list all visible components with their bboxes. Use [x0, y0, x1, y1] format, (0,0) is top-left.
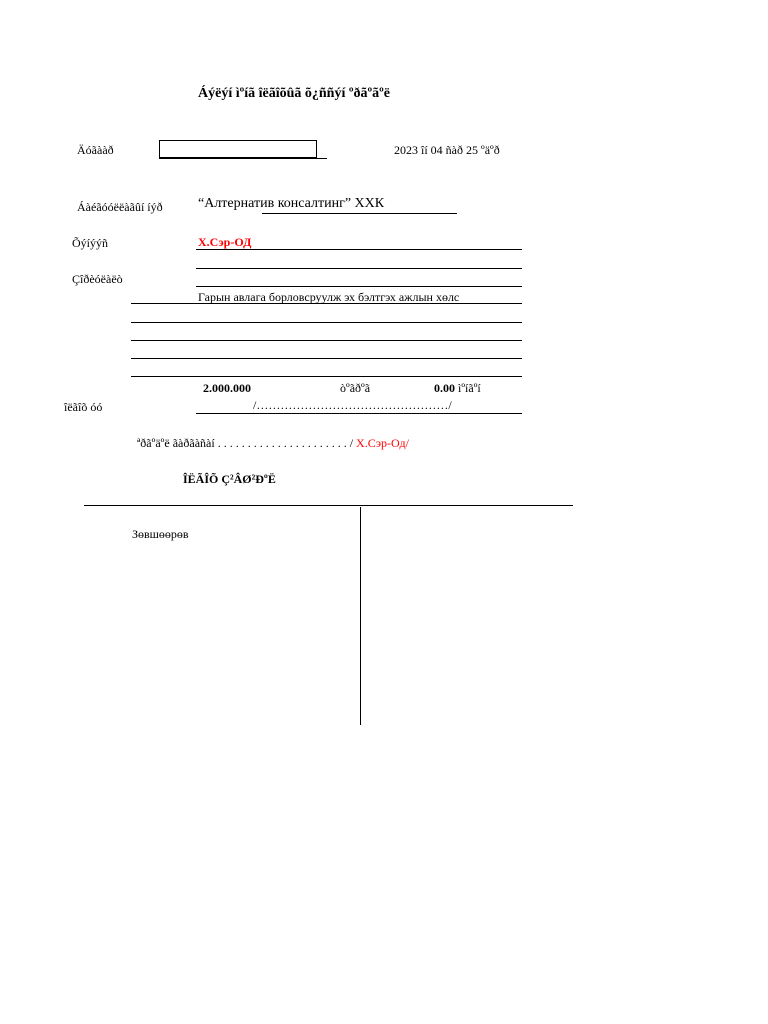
- applicant-underline-2: [196, 268, 522, 269]
- applicant-underline: [196, 249, 522, 250]
- cents-value: 0.00: [434, 381, 455, 395]
- amount-label: îëãîõ óó: [64, 400, 103, 414]
- purpose-line-4: [131, 358, 522, 359]
- applicant-label: Õýíýýñ: [72, 236, 108, 250]
- amount-words-line: /…………………………………………/: [253, 398, 452, 412]
- number-underline: [159, 158, 327, 159]
- purpose-underline-top: [196, 286, 522, 287]
- cents-word: ìºíãºí: [458, 381, 481, 395]
- purpose-value: Гарын авлага борловсруулж эх бэлтгэх ажлын хөлс: [198, 290, 460, 304]
- date-label: Äóãààð: [77, 143, 114, 157]
- number-input-box[interactable]: [159, 140, 317, 158]
- org-underline: [262, 213, 457, 214]
- currency-word: òºãðºã: [340, 381, 371, 395]
- approval-text: Зөвшөөрөв: [132, 527, 189, 541]
- org-value: “Алтернатив консалтинг” ХХК: [198, 196, 385, 211]
- signature-dots: . . . . . . . . . . . . . . . . . . . . . . /: [217, 436, 354, 450]
- purpose-line-3: [131, 340, 522, 341]
- signature-label: ªðãºäºë ãàðãàñàí: [137, 436, 215, 450]
- amount-underline: [196, 413, 522, 414]
- purpose-line-5: [131, 376, 522, 377]
- purpose-label: Çîðèóëàëò: [72, 272, 123, 286]
- signature-name: Х.Сэр-Од/: [356, 436, 409, 450]
- amount-value: 2.000.000: [203, 381, 251, 395]
- applicant-value: Х.Сэр-ОД: [198, 235, 252, 249]
- org-label: Áàéãóóëëàãûí íýð: [77, 200, 163, 214]
- purpose-line-2: [131, 322, 522, 323]
- document-title: Áýëýí ìºíã îëãîõûã õ¿ññýí ºðãºãºë: [198, 86, 390, 101]
- approval-title: ÎËÃÎÕ Ç²ÂØ²ÐºË: [183, 472, 276, 486]
- signature-row: [137, 436, 409, 451]
- date-value: 2023 îí 04 ñàð 25 ºäºð: [394, 143, 500, 157]
- approval-divider: [360, 507, 361, 725]
- approval-top-line: [84, 505, 573, 506]
- purpose-line-1: [131, 303, 522, 304]
